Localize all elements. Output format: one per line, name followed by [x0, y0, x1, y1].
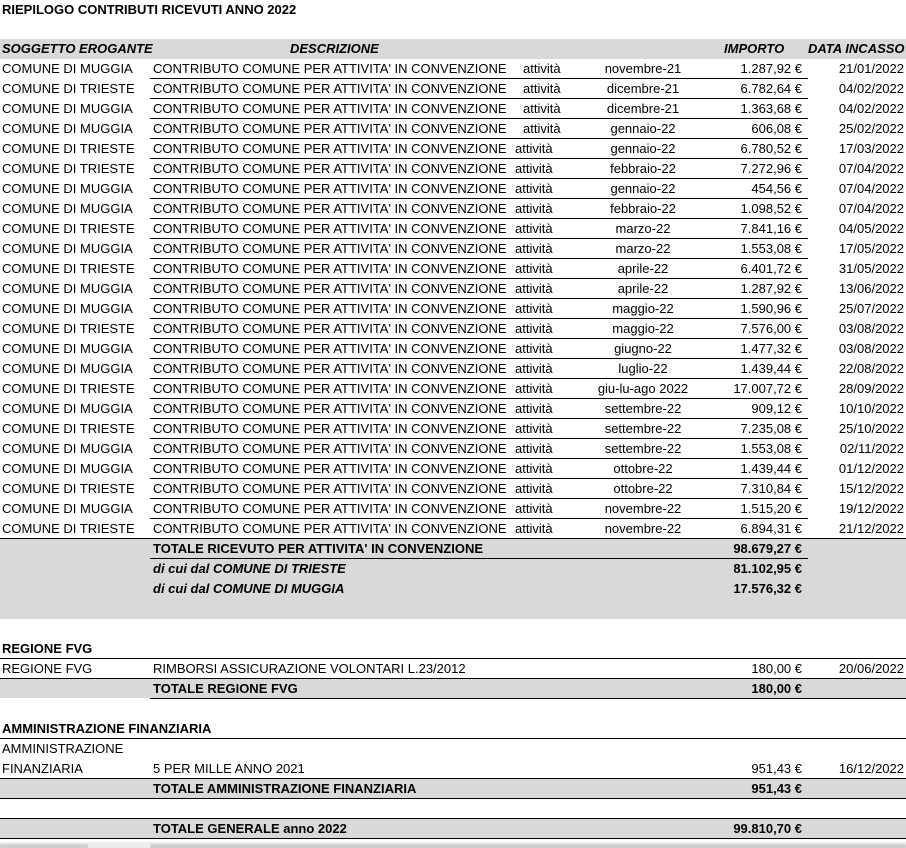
table-row: [0, 119, 906, 139]
cell-periodo: ottobre-22: [613, 481, 673, 496]
cell-data-incasso: 02/11/2022: [839, 441, 904, 456]
cell-tipo: attività: [515, 241, 553, 256]
cell-importo: 1.363,68 €: [740, 101, 802, 116]
cell-periodo: gennaio-22: [610, 121, 676, 136]
section-regione-fvg: REGIONE FVG: [2, 641, 93, 656]
table-row: [0, 359, 906, 379]
cell-data-incasso: 10/10/2022: [838, 401, 904, 416]
table-row: [0, 239, 906, 259]
cell-tipo: attività: [515, 321, 553, 336]
cell-importo: 1.553,08 €: [740, 441, 802, 456]
cell-descrizione: CONTRIBUTO COMUNE PER ATTIVITA' IN CONVENZIONE: [153, 301, 507, 316]
cell-tipo: attività: [515, 361, 553, 376]
cell-data-incasso: 19/12/2022: [838, 501, 904, 516]
cell-periodo: maggio-22: [612, 301, 674, 316]
table-row: [0, 279, 906, 299]
cell-soggetto: COMUNE DI TRIESTE: [2, 81, 135, 96]
cell-descrizione: CONTRIBUTO COMUNE PER ATTIVITA' IN CONVENZIONE: [153, 221, 507, 236]
cell-soggetto: COMUNE DI MUGGIA: [2, 241, 133, 256]
cell-importo: 6.401,72 €: [740, 261, 802, 276]
cell-descrizione: CONTRIBUTO COMUNE PER ATTIVITA' IN CONVENZIONE: [153, 81, 507, 96]
subtotal-trieste-label: di cui dal COMUNE DI TRIESTE: [153, 561, 346, 576]
cell-soggetto: COMUNE DI MUGGIA: [2, 341, 133, 356]
cell-soggetto: COMUNE DI TRIESTE: [2, 321, 135, 336]
cell-tipo: attività: [515, 181, 553, 196]
subtotal-muggia-value: 17.576,32 €: [733, 581, 802, 596]
cell-periodo: ottobre-22: [613, 461, 673, 476]
cell-soggetto: COMUNE DI MUGGIA: [2, 361, 133, 376]
table-header: [0, 39, 906, 59]
cell-soggetto: COMUNE DI MUGGIA: [2, 181, 133, 196]
cell-data-incasso: 17/03/2022: [838, 141, 904, 156]
subtotal-muggia-label: di cui dal COMUNE DI MUGGIA: [153, 581, 345, 596]
cell-periodo: gennaio-22: [610, 181, 676, 196]
cell-tipo: attività: [523, 121, 561, 136]
cell-tipo: attività: [523, 61, 561, 76]
cell-data-incasso: 15/12/2022: [838, 481, 904, 496]
amministrazione-importo: 951,43 €: [751, 761, 802, 776]
cell-importo: 7.576,00 €: [740, 321, 802, 336]
cell-descrizione: CONTRIBUTO COMUNE PER ATTIVITA' IN CONVENZIONE: [153, 141, 507, 156]
cell-data-incasso: 22/08/2022: [838, 361, 904, 376]
cell-descrizione: CONTRIBUTO COMUNE PER ATTIVITA' IN CONVENZIONE: [153, 181, 507, 196]
cell-soggetto: COMUNE DI MUGGIA: [2, 281, 133, 296]
amministrazione-soggetto-line2: FINANZIARIA: [2, 761, 83, 776]
cell-descrizione: CONTRIBUTO COMUNE PER ATTIVITA' IN CONVENZIONE: [153, 461, 507, 476]
cell-tipo: attività: [515, 441, 553, 456]
section-amministrazione-finanziaria: AMMINISTRAZIONE FINANZIARIA: [2, 721, 212, 736]
table-row: [0, 79, 906, 99]
grand-total-value: 99.810,70 €: [733, 821, 802, 836]
cell-tipo: attività: [515, 141, 553, 156]
cell-importo: 17.007,72 €: [733, 381, 802, 396]
cell-descrizione: CONTRIBUTO COMUNE PER ATTIVITA' IN CONVENZIONE: [153, 101, 507, 116]
cell-data-incasso: 31/05/2022: [838, 261, 904, 276]
cell-importo: 1.287,92 €: [740, 281, 802, 296]
cell-soggetto: COMUNE DI MUGGIA: [2, 61, 133, 76]
cell-data-incasso: 07/04/2022: [838, 161, 904, 176]
table-row: [0, 139, 906, 159]
cell-periodo: giu-lu-ago 2022: [597, 381, 689, 396]
cell-importo: 1.515,20 €: [740, 501, 802, 516]
page-title: RIEPILOGO CONTRIBUTI RICEVUTI ANNO 2022: [2, 2, 297, 17]
cell-periodo: dicembre-21: [606, 81, 680, 96]
cell-periodo: novembre-21: [604, 61, 682, 76]
cell-periodo: giugno-22: [614, 341, 672, 356]
bottom-strip: [0, 842, 906, 848]
cell-importo: 7.841,16 €: [740, 221, 802, 236]
cell-tipo: attività: [515, 201, 553, 216]
cell-tipo: attività: [515, 501, 553, 516]
table-row: [0, 199, 906, 219]
cell-descrizione: CONTRIBUTO COMUNE PER ATTIVITA' IN CONVENZIONE: [153, 381, 507, 396]
cell-importo: 7.272,96 €: [740, 161, 802, 176]
cell-tipo: attività: [515, 421, 553, 436]
regione-soggetto: REGIONE FVG: [2, 661, 93, 676]
amministrazione-data: 16/12/2022: [838, 761, 904, 776]
cell-data-incasso: 25/07/2022: [838, 301, 904, 316]
cell-descrizione: CONTRIBUTO COMUNE PER ATTIVITA' IN CONVENZIONE: [153, 481, 507, 496]
cell-tipo: attività: [515, 161, 553, 176]
cell-data-incasso: 03/08/2022: [838, 321, 904, 336]
cell-data-incasso: 25/10/2022: [838, 421, 904, 436]
table-row: [0, 439, 906, 459]
cell-periodo: dicembre-21: [606, 101, 680, 116]
cell-descrizione: CONTRIBUTO COMUNE PER ATTIVITA' IN CONVENZIONE: [153, 421, 507, 436]
cell-periodo: novembre-22: [604, 521, 682, 536]
cell-data-incasso: 21/01/2022: [838, 61, 904, 76]
cell-importo: 454,56 €: [751, 181, 802, 196]
cell-tipo: attività: [523, 81, 561, 96]
cell-descrizione: CONTRIBUTO COMUNE PER ATTIVITA' IN CONVENZIONE: [153, 501, 507, 516]
cell-importo: 1.439,44 €: [740, 361, 802, 376]
cell-data-incasso: 04/05/2022: [838, 221, 904, 236]
cell-descrizione: CONTRIBUTO COMUNE PER ATTIVITA' IN CONVENZIONE: [153, 121, 507, 136]
cell-descrizione: CONTRIBUTO COMUNE PER ATTIVITA' IN CONVENZIONE: [153, 441, 507, 456]
cell-descrizione: CONTRIBUTO COMUNE PER ATTIVITA' IN CONVENZIONE: [153, 261, 507, 276]
regione-total-value: 180,00 €: [751, 681, 802, 696]
cell-soggetto: COMUNE DI TRIESTE: [2, 481, 135, 496]
cell-soggetto: COMUNE DI TRIESTE: [2, 161, 135, 176]
regione-importo: 180,00 €: [751, 661, 802, 676]
cell-tipo: attività: [515, 461, 553, 476]
amministrazione-total-value: 951,43 €: [751, 781, 802, 796]
header-soggetto: SOGGETTO EROGANTE: [2, 41, 153, 56]
regione-total-label: TOTALE REGIONE FVG: [153, 681, 298, 696]
cell-soggetto: COMUNE DI TRIESTE: [2, 381, 135, 396]
cell-soggetto: COMUNE DI MUGGIA: [2, 201, 133, 216]
table-row: [0, 319, 906, 339]
divider: [0, 738, 906, 739]
cell-soggetto: COMUNE DI MUGGIA: [2, 401, 133, 416]
cell-tipo: attività: [515, 301, 553, 316]
table-row: [0, 399, 906, 419]
cell-soggetto: COMUNE DI TRIESTE: [2, 221, 135, 236]
cell-descrizione: CONTRIBUTO COMUNE PER ATTIVITA' IN CONVENZIONE: [153, 241, 507, 256]
cell-tipo: attività: [515, 481, 553, 496]
grand-total-label: TOTALE GENERALE anno 2022: [153, 821, 347, 836]
cell-importo: 1.287,92 €: [740, 61, 802, 76]
cell-importo: 909,12 €: [751, 401, 802, 416]
table-row: [0, 339, 906, 359]
table-row: [0, 519, 906, 539]
regione-data: 20/06/2022: [838, 661, 904, 676]
cell-tipo: attività: [523, 101, 561, 116]
cell-descrizione: CONTRIBUTO COMUNE PER ATTIVITA' IN CONVENZIONE: [153, 341, 507, 356]
cell-soggetto: COMUNE DI MUGGIA: [2, 441, 133, 456]
cell-data-incasso: 04/02/2022: [838, 101, 904, 116]
cell-descrizione: CONTRIBUTO COMUNE PER ATTIVITA' IN CONVENZIONE: [153, 321, 507, 336]
cell-importo: 6.780,52 €: [740, 141, 802, 156]
cell-data-incasso: 07/04/2022: [838, 201, 904, 216]
table-row: [0, 379, 906, 399]
table-row: [0, 499, 906, 519]
cell-importo: 1.439,44 €: [740, 461, 802, 476]
table-row: [0, 59, 906, 79]
cell-importo: 7.310,84 €: [740, 481, 802, 496]
sheet-tab-left[interactable]: [0, 844, 88, 848]
table-row: [0, 459, 906, 479]
sheet-tab-right[interactable]: [150, 844, 906, 848]
cell-descrizione: CONTRIBUTO COMUNE PER ATTIVITA' IN CONVENZIONE: [153, 281, 507, 296]
cell-soggetto: COMUNE DI MUGGIA: [2, 461, 133, 476]
cell-data-incasso: 01/12/2022: [838, 461, 904, 476]
cell-periodo: febbraio-22: [610, 201, 676, 216]
table-row: [0, 299, 906, 319]
cell-descrizione: CONTRIBUTO COMUNE PER ATTIVITA' IN CONVENZIONE: [153, 521, 507, 536]
cell-data-incasso: 07/04/2022: [838, 181, 904, 196]
cell-data-incasso: 28/09/2022: [838, 381, 904, 396]
cell-tipo: attività: [515, 341, 553, 356]
cell-tipo: attività: [515, 381, 553, 396]
total-convenzione-label: TOTALE RICEVUTO PER ATTIVITA' IN CONVENZIONE: [153, 541, 484, 556]
cell-tipo: attività: [515, 401, 553, 416]
cell-importo: 1.590,96 €: [740, 301, 802, 316]
cell-importo: 6.894,31 €: [740, 521, 802, 536]
cell-importo: 1.553,08 €: [740, 241, 802, 256]
cell-tipo: attività: [515, 521, 553, 536]
cell-data-incasso: 03/08/2022: [838, 341, 904, 356]
cell-periodo: marzo-22: [615, 221, 671, 236]
cell-soggetto: COMUNE DI TRIESTE: [2, 521, 135, 536]
cell-importo: 1.098,52 €: [740, 201, 802, 216]
amministrazione-descrizione: 5 PER MILLE ANNO 2021: [153, 761, 305, 776]
cell-soggetto: COMUNE DI TRIESTE: [2, 421, 135, 436]
cell-data-incasso: 17/05/2022: [838, 241, 904, 256]
cell-importo: 1.477,32 €: [740, 341, 802, 356]
cell-periodo: gennaio-22: [610, 141, 676, 156]
table-row: [0, 479, 906, 499]
cell-importo: 7.235,08 €: [740, 421, 802, 436]
cell-importo: 6.782,64 €: [740, 81, 802, 96]
cell-soggetto: COMUNE DI MUGGIA: [2, 121, 133, 136]
cell-periodo: settembre-22: [604, 441, 682, 456]
cell-periodo: novembre-22: [604, 501, 682, 516]
cell-descrizione: CONTRIBUTO COMUNE PER ATTIVITA' IN CONVENZIONE: [153, 201, 507, 216]
cell-periodo: settembre-22: [604, 421, 682, 436]
cell-soggetto: COMUNE DI TRIESTE: [2, 141, 135, 156]
table-row: [0, 159, 906, 179]
cell-descrizione: CONTRIBUTO COMUNE PER ATTIVITA' IN CONVENZIONE: [153, 61, 507, 76]
total-convenzione-value: 98.679,27 €: [733, 541, 802, 556]
cell-data-incasso: 04/02/2022: [838, 81, 904, 96]
cell-data-incasso: 25/02/2022: [838, 121, 904, 136]
cell-tipo: attività: [515, 221, 553, 236]
table-row: [0, 99, 906, 119]
cell-descrizione: CONTRIBUTO COMUNE PER ATTIVITA' IN CONVENZIONE: [153, 361, 507, 376]
regione-descrizione: RIMBORSI ASSICURAZIONE VOLONTARI L.23/2012: [153, 661, 466, 676]
cell-importo: 606,08 €: [751, 121, 802, 136]
table-row: [0, 419, 906, 439]
cell-periodo: aprile-22: [617, 261, 669, 276]
header-data-incasso: DATA INCASSO: [808, 41, 905, 56]
cell-periodo: febbraio-22: [610, 161, 676, 176]
cell-data-incasso: 21/12/2022: [838, 521, 904, 536]
cell-soggetto: COMUNE DI MUGGIA: [2, 501, 133, 516]
cell-periodo: marzo-22: [615, 241, 671, 256]
table-row: [0, 219, 906, 239]
amministrazione-total-label: TOTALE AMMINISTRAZIONE FINANZIARIA: [153, 781, 417, 796]
amministrazione-soggetto-line1: AMMINISTRAZIONE: [2, 741, 124, 756]
table-row: [0, 259, 906, 279]
subtotal-trieste-value: 81.102,95 €: [733, 561, 802, 576]
cell-soggetto: COMUNE DI TRIESTE: [2, 261, 135, 276]
cell-tipo: attività: [515, 281, 553, 296]
cell-descrizione: CONTRIBUTO COMUNE PER ATTIVITA' IN CONVENZIONE: [153, 401, 507, 416]
header-descrizione: DESCRIZIONE: [290, 41, 379, 56]
cell-data-incasso: 13/06/2022: [838, 281, 904, 296]
cell-soggetto: COMUNE DI MUGGIA: [2, 101, 133, 116]
cell-periodo: settembre-22: [604, 401, 682, 416]
cell-periodo: aprile-22: [617, 281, 669, 296]
cell-tipo: attività: [515, 261, 553, 276]
header-importo: IMPORTO: [724, 41, 785, 56]
table-row: [0, 179, 906, 199]
cell-descrizione: CONTRIBUTO COMUNE PER ATTIVITA' IN CONVENZIONE: [153, 161, 507, 176]
cell-periodo: luglio-22: [618, 361, 668, 376]
cell-periodo: maggio-22: [612, 321, 674, 336]
cell-soggetto: COMUNE DI MUGGIA: [2, 301, 133, 316]
